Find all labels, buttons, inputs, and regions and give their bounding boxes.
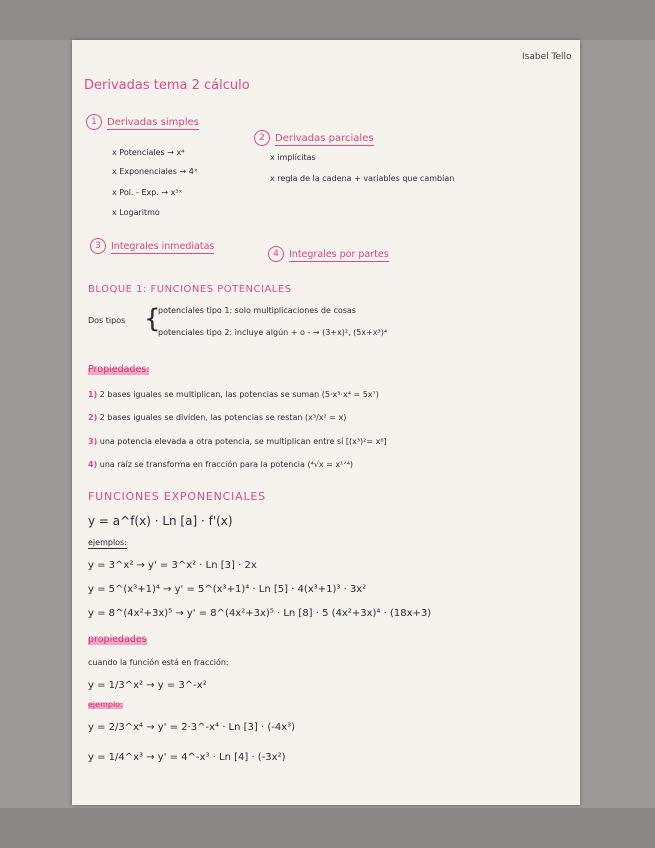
block1-heading: BLOQUE 1: FUNCIONES POTENCIALES [88, 284, 292, 295]
props-heading-text: Propiedades: [88, 364, 150, 375]
example-label [88, 700, 123, 709]
topic-1-label: Derivadas simples [107, 116, 199, 128]
fraction-rule: y = 1/3^x² → y = 3^-x² [88, 680, 207, 691]
property-3 [88, 437, 387, 446]
property-2-number: 2) [88, 413, 98, 422]
topic-2-number: 2 [254, 130, 270, 146]
example-1: y = 3^x² → y' = 3^x² · Ln [3] · 2x [88, 560, 257, 571]
property-1-text: 2 bases iguales se multiplican, las potencias se suman (5·x³·x⁴ = 5x⁷) [99, 390, 379, 399]
exp-heading: FUNCIONES EXPONENCIALES [88, 490, 266, 503]
examples-label-text: ejemplos: [88, 538, 127, 547]
page-title: Derivadas tema 2 cálculo [84, 78, 250, 93]
property-3-text: una potencia elevada a otra potencia, se multiplican entre sí [(x³)²= x⁶] [99, 437, 387, 446]
property-4 [88, 460, 353, 469]
props2-heading [88, 634, 147, 645]
property-1-number: 1) [88, 390, 98, 399]
property-2-text: 2 bases iguales se dividen, las potencias se restan (x³/x² = x) [99, 413, 347, 422]
property-2 [88, 413, 346, 422]
props-heading [88, 364, 149, 375]
background-top [0, 0, 655, 40]
simple-item-1: x Potenciales → x⁴ [112, 148, 185, 157]
topic-4-number: 4 [268, 246, 284, 262]
topic-3 [90, 238, 214, 254]
brace-icon: { [144, 304, 161, 334]
author-name: Isabel Tello [522, 52, 572, 62]
partial-item-2: x regla de la cadena + variables que cambian [270, 174, 455, 183]
topic-4-label: Integrales por partes [289, 248, 389, 260]
simple-item-3: x Pol. - Exp. → x³ˣ [112, 188, 183, 197]
notebook-page [72, 40, 580, 805]
property-1 [88, 390, 379, 399]
example-2: y = 5^(x³+1)⁴ → y' = 5^(x³+1)⁴ · Ln [5] · 4(x³+1)³ · 3x² [88, 584, 367, 595]
example-3: y = 8^(4x²+3x)⁵ → y' = 8^(4x²+3x)⁵ · Ln [8] · 5 (4x²+3x)⁴ · (18x+3) [88, 608, 432, 619]
topic-2 [254, 130, 374, 146]
examples-label [88, 538, 127, 547]
simple-item-4: x Logaritmo [112, 208, 160, 217]
topic-3-number: 3 [90, 238, 106, 254]
property-4-number: 4) [88, 460, 98, 469]
type-1: potenciales tipo 1: solo multiplicaciones de cosas [158, 306, 356, 315]
topic-1 [86, 114, 199, 130]
fraction-note: cuando la función está en fracción: [88, 658, 229, 667]
property-4-text: una raíz se transforma en fracción para la potencia (⁴√x = x¹ᐟ⁴) [99, 460, 354, 469]
topic-4 [268, 246, 389, 262]
topic-3-label: Integrales inmediatas [111, 240, 215, 252]
property-3-number: 3) [88, 437, 98, 446]
topic-2-label: Derivadas parciales [275, 132, 374, 144]
type-2: potenciales tipo 2: incluye algún + o - → (3+x)², (5x+x³)⁴ [158, 328, 388, 337]
exp-formula: y = a^f(x) · Ln [a] · f'(x) [88, 514, 233, 528]
fraction-example-1: y = 2/3^x⁴ → y' = 2·3^-x⁴ · Ln [3] · (-4x³) [88, 722, 296, 733]
fraction-example-2: y = 1/4^x³ → y' = 4^-x³ · Ln [4] · (-3x²) [88, 752, 286, 763]
partial-item-1: x implícitas [270, 153, 316, 162]
topic-1-number: 1 [86, 114, 102, 130]
simple-item-2: x Exponenciales → 4ˣ [112, 167, 198, 176]
two-types-label: Dos tipos [88, 316, 126, 325]
example-label-text: ejemplo: [88, 700, 123, 709]
props2-heading-text: propiedades [88, 634, 147, 645]
background-bottom [0, 808, 655, 848]
